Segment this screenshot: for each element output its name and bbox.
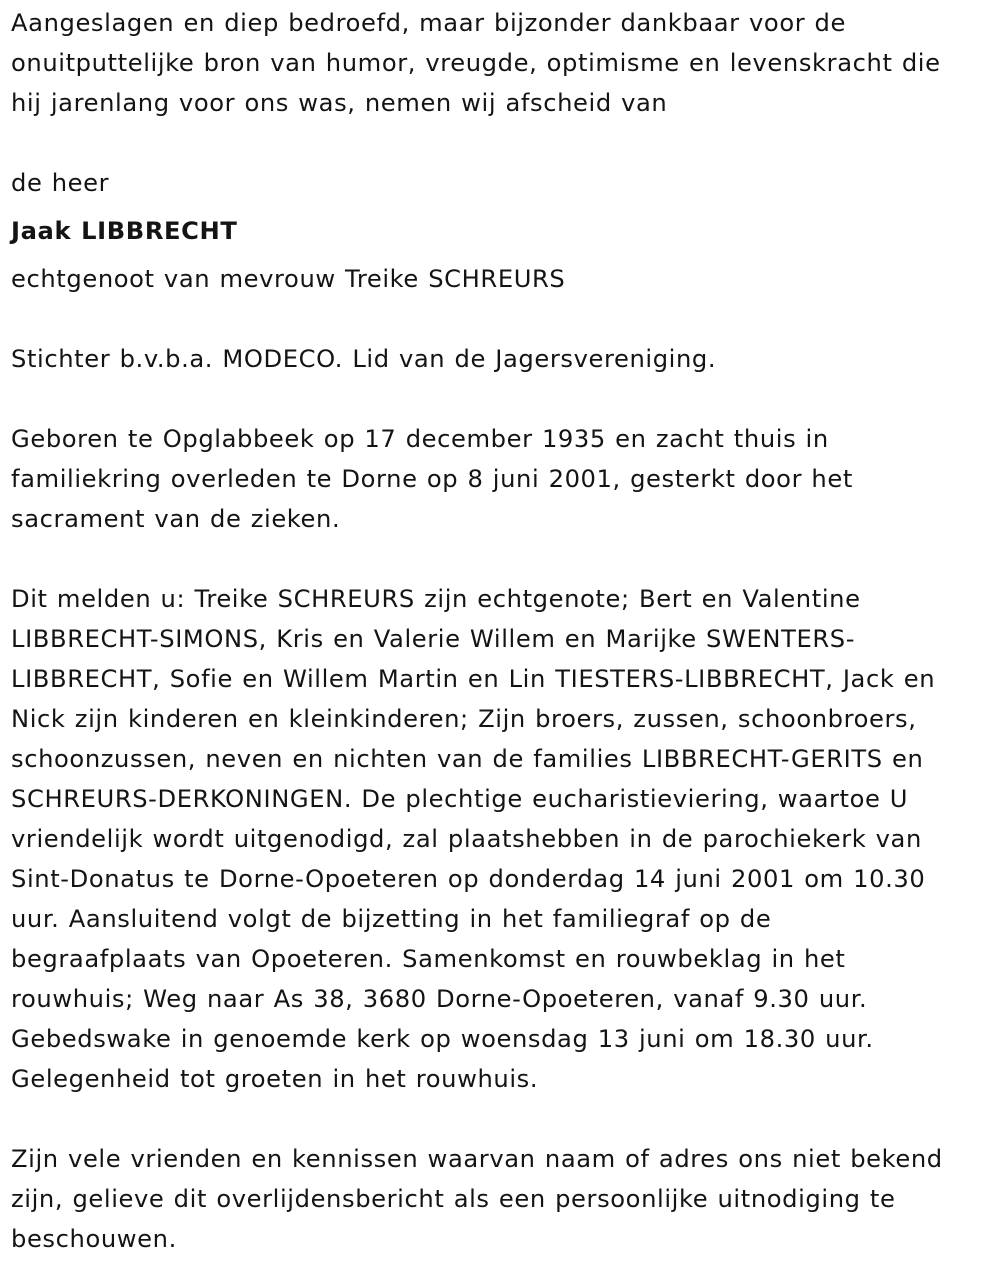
deceased-name: Jaak LIBBRECHT (11, 217, 238, 245)
birth-death-paragraph: Geboren te Opglabbeek op 17 december 1935 en zacht thuis in familiekring overleden te Dorne op 8 juni 2001, gesterkt door het sacrament van de zieken. (11, 425, 853, 533)
spacer (11, 123, 986, 163)
obituary-notice (11, 3, 986, 1259)
closing-paragraph: Zijn vele vrienden en kennissen waarvan naam of adres ons niet bekend zijn, gelieve dit overlijdensbericht als een persoonlijke uitnodiging te beschouwen. (11, 1145, 943, 1253)
spacer (11, 1099, 986, 1139)
spacer (11, 203, 986, 211)
announcement-paragraph: Dit melden u: Treike SCHREURS zijn echtgenote; Bert en Valentine LIBBRECHT-SIMONS, Kris en Valerie Willem en Marijke SWENTERS- LIBBRECHT, Sofie en Willem Martin en Lin TIESTERS-LIBBRECHT, Jack en Nick zijn kinderen en kleinkinderen; Zijn broers, zussen, schoonbroers, schoonzussen, neven en nichten van de families LIBBRECHT-GERITS en SCHREURS-DERKONINGEN. De plechtige eucharistieviering, waartoe U vriendelijk wordt uitgenodigd, zal plaatshebben in de parochiekerk van Sint-Donatus te Dorne-Opoeteren op donderdag 14 juni 2001 om 10.30 uur. Aansluitend volgt de bijzetting in het familiegraf op de begraafplaats van Opoeteren. Samenkomst en rouwbeklag in het rouwhuis; Weg naar As 38, 3680 Dorne-Opoeteren, vanaf 9.30 uur. Gebedswake in genoemde kerk op woensdag 13 juni om 18.30 uur. Gelegenheid tot groeten in het rouwhuis. (11, 585, 936, 1093)
spacer (11, 299, 986, 339)
spacer (11, 251, 986, 259)
spacer (11, 539, 986, 579)
affiliations-line: Stichter b.v.b.a. MODECO. Lid van de Jagersvereniging. (11, 345, 717, 373)
spouse-line: echtgenoot van mevrouw Treike SCHREURS (11, 265, 566, 293)
intro-paragraph: Aangeslagen en diep bedroefd, maar bijzonder dankbaar voor de onuitputtelijke bron van humor, vreugde, optimisme en levenskracht die hij jarenlang voor ons was, nemen wij afscheid van (11, 9, 941, 117)
salutation: de heer (11, 169, 110, 197)
spacer (11, 379, 986, 419)
